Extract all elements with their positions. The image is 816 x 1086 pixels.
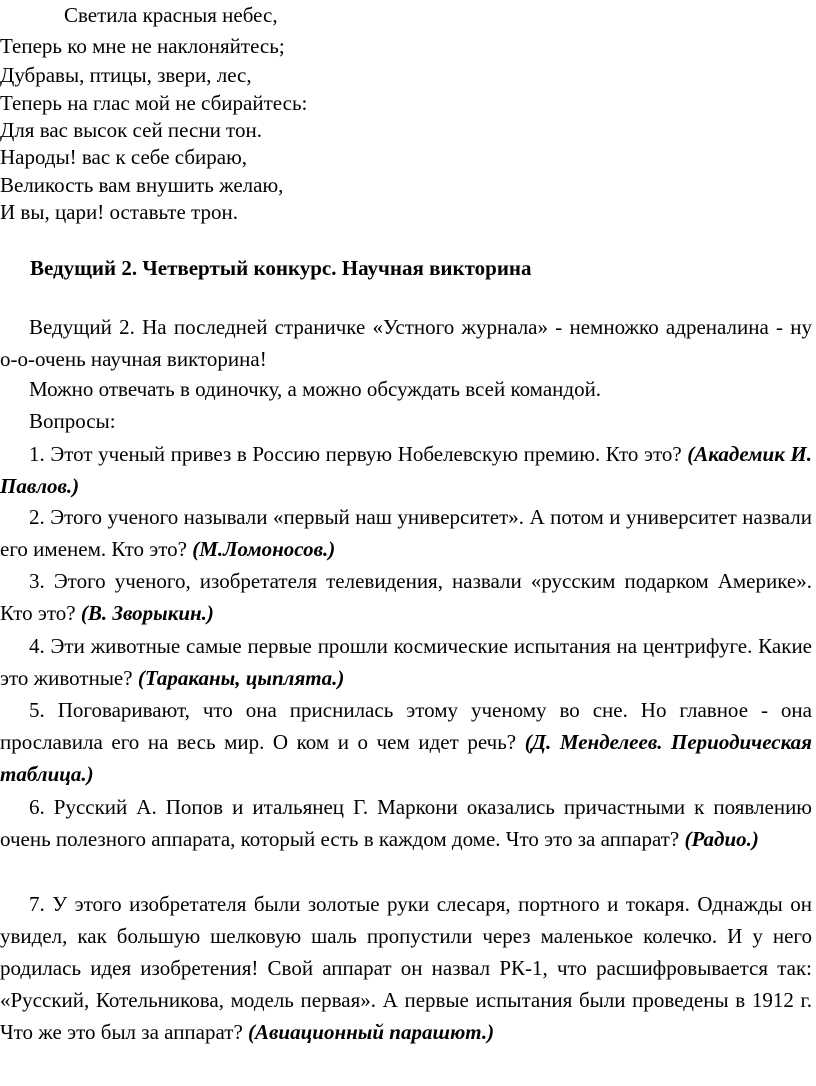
question-text: 5. Поговаривают, что она приснилась этому ученому во сне. Но главное - она прославила его на весь мир. О ком и о чем идет речь? [0, 698, 812, 754]
question-item [0, 565, 812, 629]
question-text: 7. У этого изобретателя были золотые руки слесаря, портного и токаря. Однажды он увидел, как большую шелковую шаль пропустили через маленькое колечко. И у него родилась идея изобретения! Свой аппарат он назвал РК-1, что расшифровывается так: «Русский, Котельникова, модель первая». А первые испытания были проведены в 1912 г. Что же это был за аппарат? [0, 892, 812, 1044]
question-item [0, 791, 812, 855]
question-answer: (М.Ломоносов.) [192, 537, 336, 561]
intro-paragraph: Можно отвечать в одиночку, а можно обсуждать всей командой. [29, 377, 602, 401]
intro-paragraph: Ведущий 2. На последней страничке «Устного журнала» - немножко адреналина - ну о-о-очень научная викторина! [0, 315, 812, 371]
poem-line: И вы, цари! оставьте трон. [0, 200, 238, 224]
question-item [0, 501, 812, 565]
question-item [0, 888, 812, 1048]
question-text: 4. Эти животные самые первые прошли космические испытания на центрифуге. Какие это животные? [0, 634, 812, 690]
poem-line: Теперь ко мне не наклоняйтесь; [0, 34, 285, 58]
question-answer: (В. Зворыкин.) [80, 601, 214, 625]
question-text: 1. Этот ученый привез в Россию первую Нобелевскую премию. Кто это? [29, 442, 682, 466]
question-answer: (Тараканы, цыплята.) [137, 666, 345, 690]
question-text: 6. Русский А. Попов и итальянец Г. Маркони оказались причастными к появлению очень полезного аппарата, который есть в каждом доме. Что это за аппарат? [0, 795, 812, 851]
poem-line: Светила красныя небес, [64, 3, 278, 27]
question-answer: (Авиационный парашют.) [248, 1020, 495, 1044]
question-item [0, 630, 812, 694]
questions-label: Вопросы: [29, 409, 116, 433]
question-text: 2. Этого ученого называли «первый наш университет». А потом и университет назвали его именем. Кто это? [0, 505, 812, 561]
section-heading: Ведущий 2. Четвертый конкурс. Научная викторина [30, 256, 532, 280]
poem-line: Народы! вас к себе сбираю, [0, 145, 248, 169]
poem-line: Дубравы, птицы, звери, лес, [0, 63, 252, 87]
poem-line: Великость вам внушить желаю, [0, 173, 284, 197]
question-answer: (Д. Менделеев. Периодическая таблица.) [0, 730, 813, 786]
question-item [0, 694, 812, 790]
question-answer: (Радио.) [684, 827, 759, 851]
question-answer: (Академик И. Павлов.) [0, 442, 813, 498]
poem-line: Теперь на глас мой не сбирайтесь: [0, 91, 308, 115]
question-text: 3. Этого ученого, изобретателя телевидения, назвали «русским подарком Америке». Кто это? [0, 569, 812, 625]
poem-line: Для вас высок сей песни тон. [0, 118, 262, 142]
question-item [0, 438, 812, 502]
